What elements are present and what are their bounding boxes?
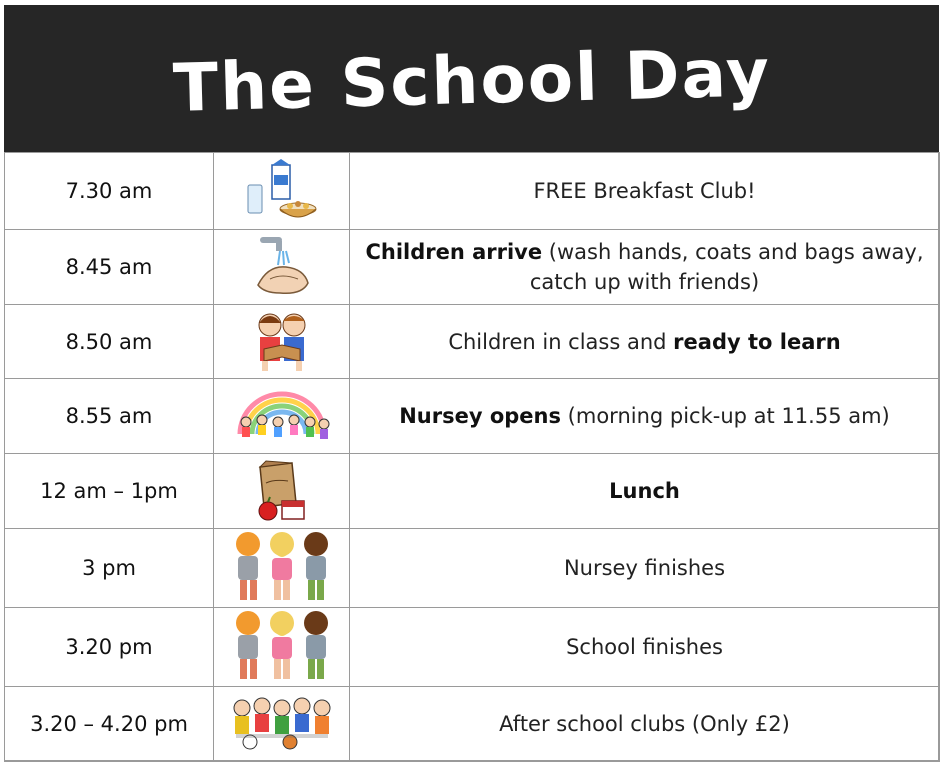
description-cell — [350, 305, 940, 379]
time-cell: 3 pm — [5, 529, 214, 608]
description-cell — [350, 687, 940, 762]
description-text: (wash hands, coats and bags away, catch up with friends) — [529, 240, 924, 294]
time-cell: 3.20 pm — [5, 608, 214, 687]
description-cell — [350, 379, 940, 454]
description-bold: ready to learn — [673, 329, 841, 354]
schedule-table — [4, 152, 940, 762]
description-cell — [350, 230, 940, 305]
table-row — [5, 379, 940, 454]
walking-children-icon — [214, 608, 350, 687]
table-row — [5, 529, 940, 608]
description-cell — [350, 608, 940, 687]
time-cell: 12 am – 1pm — [5, 454, 214, 529]
description-bold: Nursey opens — [399, 404, 561, 428]
reading-children-icon — [214, 305, 350, 379]
rainbow-children-icon — [214, 379, 350, 454]
description-text: School finishes — [566, 635, 723, 659]
table-row — [5, 687, 940, 762]
breakfast-icon — [214, 153, 350, 230]
time-cell: 3.20 – 4.20 pm — [5, 687, 214, 762]
description-text: Nursey finishes — [563, 556, 726, 580]
page-title: The School Day — [171, 34, 772, 127]
description-text: Children in class and — [448, 329, 674, 354]
table-row — [5, 608, 940, 687]
sports-club-icon — [214, 687, 350, 762]
wash-hands-icon — [214, 230, 350, 305]
description-cell — [350, 529, 940, 608]
description-cell — [350, 454, 940, 529]
description-text: After school clubs (Only £2) — [499, 712, 790, 736]
table-row — [5, 153, 940, 230]
walking-children-icon — [214, 529, 350, 608]
table-row — [5, 230, 940, 305]
table-row — [5, 305, 940, 379]
description-text: (morning pick-up at 11.55 am) — [561, 404, 890, 428]
time-cell: 7.30 am — [5, 153, 214, 230]
time-cell: 8.50 am — [5, 305, 214, 379]
description-bold: Lunch — [609, 479, 680, 503]
table-row — [5, 454, 940, 529]
time-cell: 8.55 am — [5, 379, 214, 454]
description-cell — [350, 153, 940, 230]
time-cell: 8.45 am — [5, 230, 214, 305]
lunch-bag-icon — [214, 454, 350, 529]
description-bold: Children arrive — [365, 240, 543, 264]
header-banner — [4, 5, 939, 152]
description-text: FREE Breakfast Club! — [533, 179, 756, 203]
